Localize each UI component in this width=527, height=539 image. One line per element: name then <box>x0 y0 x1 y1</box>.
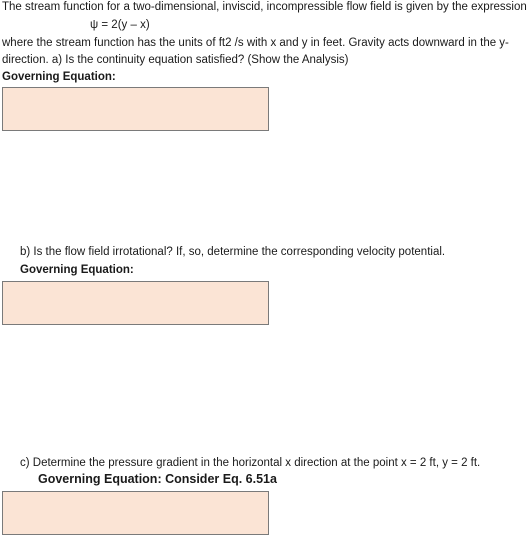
part-a-answer-box[interactable] <box>2 87 269 131</box>
problem-statement-line-2: where the stream function has the units of ft2 /s with x and y in feet. Gravity acts downward in the y- <box>2 37 509 49</box>
part-b-answer-box[interactable] <box>2 281 269 325</box>
problem-statement-line-1: The stream function for a two-dimensional, inviscid, incompressible flow field is given by the expression <box>2 1 527 13</box>
part-b-question: b) Is the flow field irrotational? If, so, determine the corresponding velocity potential. <box>20 246 446 258</box>
stream-function-equation: ψ = 2(y – x) <box>90 19 150 31</box>
part-a-question: direction. a) Is the continuity equation satisfied? (Show the Analysis) <box>2 54 349 66</box>
part-c-question: c) Determine the pressure gradient in the horizontal x direction at the point x = 2 ft, y = 2 ft. <box>20 457 481 469</box>
part-b-governing-equation-label: Governing Equation: <box>20 264 134 276</box>
part-c-answer-box[interactable] <box>2 491 269 535</box>
part-a-governing-equation-label: Governing Equation: <box>2 71 116 83</box>
part-c-governing-equation-label: Governing Equation: Consider Eq. 6.51a <box>38 472 277 486</box>
